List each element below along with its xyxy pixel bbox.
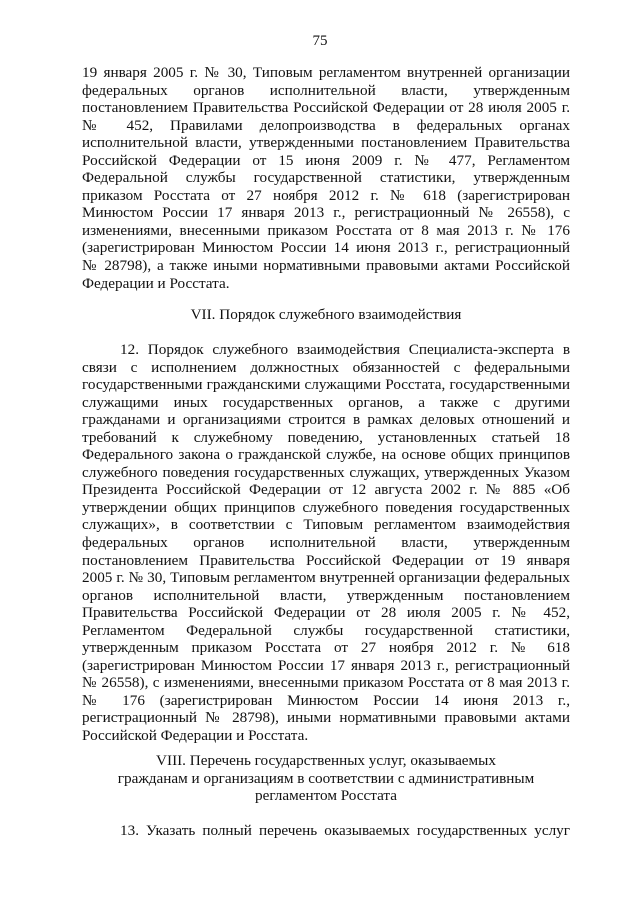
text-line: федеральных органов исполнительной власти, утвержденным: [82, 81, 570, 99]
text-line: гражданами и организациями строится в рамках деловых отношений и: [82, 411, 570, 429]
section-heading-viii: [82, 752, 570, 805]
text-line: служебного поведения государственных служащих, утвержденных Указом: [82, 463, 570, 481]
text-line: постановлением Правительства Российской Федерации от 28 июля 2005 г.: [82, 99, 570, 117]
text-line: изменениями, внесенными приказом Росстата от 8 мая 2013 г. № 176: [82, 221, 570, 239]
text-line: Федерального закона о гражданской службе, на основе общих принципов: [82, 446, 570, 464]
text-line: 2005 г. № 30, Типовым регламентом внутренней организации федеральных: [82, 569, 570, 587]
text-line: Федеральной службы государственной статистики, утвержденным: [82, 169, 570, 187]
text-line: утверждении общих принципов служебного поведения государственных: [82, 498, 570, 516]
text-line: Минюстом России 17 января 2013 г., регистрационный № 26558), с: [82, 204, 570, 222]
text-line: исполнительной власти, утвержденными постановлением Правительства: [82, 134, 570, 152]
paragraph-12: [82, 341, 570, 745]
paragraph-continuation: [82, 64, 570, 292]
heading-line: гражданам и организациям в соответствии с административным: [117, 769, 535, 787]
text-line: Регламентом Федеральной службы государственной статистики,: [82, 621, 570, 639]
text-line: 12. Порядок служебного взаимодействия Специалиста-эксперта в: [120, 341, 570, 358]
text-line: № 452, Правилами делопроизводства в федеральных органах: [82, 116, 570, 134]
text-line: требований к служебному поведению, установленных статьей 18: [82, 428, 570, 446]
text-line: утвержденным приказом Росстата от 27 ноября 2012 г. № 618: [82, 639, 570, 657]
text-line: Федерации и Росстата.: [82, 274, 230, 292]
text-line: Российской Федерации от 15 июня 2009 г. № 477, Регламентом: [82, 151, 570, 169]
text-line: органов исполнительной власти, утвержденным постановлением: [82, 586, 570, 604]
text-line: Правительства Российской Федерации от 28 июля 2005 г. № 452,: [82, 604, 570, 622]
text-line: Российской Федерации и Росстата.: [82, 727, 309, 745]
text-line: (зарегистрирован Минюстом России 17 января 2013 г., регистрационный: [82, 656, 570, 674]
page-number: 75: [312, 33, 328, 49]
heading-line: VII. Порядок служебного взаимодействия: [190, 306, 462, 323]
text-line: постановлением Правительства Российской Федерации от 19 января: [82, 551, 570, 569]
text-line: приказом Росстата от 27 ноября 2012 г. № 618 (зарегистрирован: [82, 186, 570, 204]
text-line: № 28798), а также иными нормативными правовыми актами Российской: [82, 257, 570, 275]
text-line: федеральных органов исполнительной власти, утвержденным: [82, 534, 570, 552]
paragraph-13: [82, 822, 570, 840]
text-line: (зарегистрирован Минюстом России 14 июня 2013 г., регистрационный: [82, 239, 570, 257]
text-line: 19 января 2005 г. № 30, Типовым регламентом внутренней организации: [82, 64, 570, 81]
heading-line: регламентом Росстата: [255, 787, 397, 805]
text-line: 13. Указать полный перечень оказываемых государственных услуг: [120, 822, 570, 839]
heading-line: VIII. Перечень государственных услуг, оказываемых: [156, 752, 496, 769]
text-line: служащими иных государственных органов, а также с другими: [82, 393, 570, 411]
text-line: связи с исполнением должностных обязанностей с федеральными: [82, 358, 570, 376]
text-line: № 176 (зарегистрирован Минюстом России 14 июня 2013 г.,: [82, 691, 570, 709]
text-line: регистрационный № 28798), иными нормативными правовыми актами: [82, 709, 570, 727]
text-line: служащих», в соответствии с Типовым регламентом взаимодействия: [82, 516, 570, 534]
text-line: Президента Российской Федерации от 12 августа 2002 г. № 885 «Об: [82, 481, 570, 499]
section-heading-vii: [82, 306, 570, 324]
text-line: № 26558), с изменениями, внесенными приказом Росстата от 8 мая 2013 г.: [82, 674, 570, 692]
text-line: государственными гражданскими служащими Росстата, государственными: [82, 376, 570, 394]
